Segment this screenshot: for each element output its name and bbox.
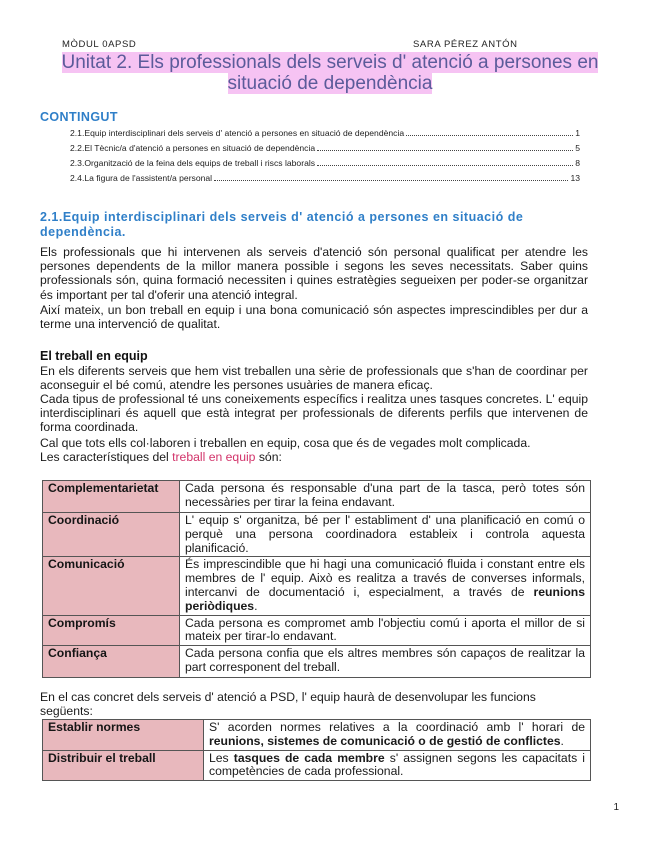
header-author: SARA PÉREZ ANTÓN [413, 39, 518, 50]
table-term: Complementarietat [43, 481, 180, 513]
table-desc-bold: tasques de cada membre [233, 750, 385, 765]
table-desc-tail: s' assignen segons les capacitats i competències de cada professional. [209, 750, 586, 779]
functions-table [42, 719, 591, 781]
toc-item-page: 13 [570, 173, 580, 183]
body-text: Les característiques del [40, 450, 173, 464]
table-desc: Cada persona confia que els altres membres són capaços de realitzar la part corresponent del treball. [180, 646, 591, 678]
table-desc: Cada persona es compromet amb l'objectiu comú i aporta el millor de si mateix per tirar-lo endavant. [180, 615, 591, 646]
table-desc-tail: . [560, 733, 564, 748]
table-desc: L' equip s' organitza, bé per l' establiment d' una planificació en comú o perquè una persona coordinadora estableix i controla aquesta planificació. [180, 513, 591, 557]
table-desc [204, 720, 591, 751]
table-desc [180, 557, 591, 615]
table-row [43, 481, 591, 513]
toc-item[interactable] [70, 128, 580, 138]
teamwork-link[interactable]: treball en equip [172, 450, 256, 464]
toc-item-page: 8 [575, 158, 580, 168]
intro-paragraph-2: Així mateix, un bon treball en equip i una bona comunicació són aspectes imprescindibles per dur a terme una intervenció de qualitat. [40, 303, 588, 332]
toc-item[interactable] [70, 173, 580, 183]
toc-item-label: 2.3.Organització de la feina dels equips de treball i riscs laborals [70, 158, 316, 168]
toc-item[interactable] [70, 158, 580, 168]
table-desc-tail: . [254, 598, 258, 613]
table-term: Comunicació [43, 557, 180, 615]
table-term: Establir normes [43, 720, 204, 751]
toc-item-page: 5 [575, 143, 580, 153]
table-desc-text: És imprescindible que hi hagi una comunicació fluida i constant entre els membres de l' equip. Això es realitza a través de converses informals, intercanvi de documentació i, especialment, a través de [185, 557, 585, 599]
body-paragraph-2: Cada tipus de professional té uns coneixements específics i realitza unes tasques concretes. L' equip interdisciplinari és aquell que està integrat per professionals de diferents perfils que intervenen de forma coordinada. [40, 392, 588, 435]
body-paragraph-3: Cal que tots ells col·laboren i treballen en equip, cosa que és de vegades molt complicada. [40, 436, 531, 450]
page-title-text: Unitat 2. Els professionals dels serveis d' atenció a persones en situació de dependència [61, 52, 599, 94]
body-text: són: [255, 450, 282, 464]
intro-paragraph-1: Els professionals que hi intervenen als serveis d'atenció són personal qualificat per atendre les persones dependents de la millor manera possible i segons les seves necessitats. Saber quins professionals són, quina formació necessiten i quines estratègies segueixen per poder-se organitzar és important per tal d'oferir una atenció integral. [40, 245, 588, 302]
table-desc-bold: reunions, sistemes de comunicació o de gestió de conflictes [209, 733, 561, 748]
toc-item-page: 1 [575, 128, 580, 138]
table-row [43, 750, 591, 781]
psd-intro: En el cas concret dels serveis d' atenció a PSD, l' equip haurà de desenvolupar les funcions següents: [40, 690, 536, 719]
table-term: Coordinació [43, 513, 180, 557]
page-title [50, 52, 610, 94]
table-row [43, 513, 591, 557]
table-desc: Cada persona és responsable d'una part de la tasca, però totes són necessàries per tirar la feina endavant. [180, 481, 591, 513]
table-desc [204, 750, 591, 781]
toc-item-label: 2.1.Equip interdisciplinari dels serveis d' atenció a persones en situació de dependència [70, 128, 405, 138]
characteristics-table [42, 480, 591, 678]
table-row [43, 615, 591, 646]
table-row [43, 557, 591, 615]
toc-item[interactable] [70, 143, 580, 153]
subheading-teamwork: El treball en equip [40, 349, 148, 363]
toc-item-label: 2.4.La figura de l'assistent/a personal [70, 173, 213, 183]
section-heading: 2.1.Equip interdisciplinari dels serveis d' atenció a persones en situació de dependència. [40, 210, 524, 239]
table-term: Confiança [43, 646, 180, 678]
table-desc-text: Les [209, 750, 234, 765]
table-row [43, 720, 591, 751]
table-row [43, 646, 591, 678]
table-term: Compromís [43, 615, 180, 646]
table-desc-text: S' acorden normes relatives a la coordinació amb l' horari de [209, 720, 585, 734]
table-term: Distribuir el treball [43, 750, 204, 781]
header-module: MÒDUL 0APSD [62, 39, 137, 50]
table-desc-bold: reunions periòdiques [185, 584, 585, 613]
body-paragraph-4 [40, 450, 588, 464]
contents-heading: CONTINGUT [40, 110, 118, 124]
page-number: 1 [613, 802, 619, 813]
body-paragraph-1: En els diferents serveis que hem vist treballen una sèrie de professionals que s'han de coordinar per aconseguir el bé comú, atendre les persones usuàries de manera eficaç. [40, 364, 588, 393]
toc-item-label: 2.2.El Tècnic/a d'atenció a persones en situació de dependència [70, 143, 316, 153]
